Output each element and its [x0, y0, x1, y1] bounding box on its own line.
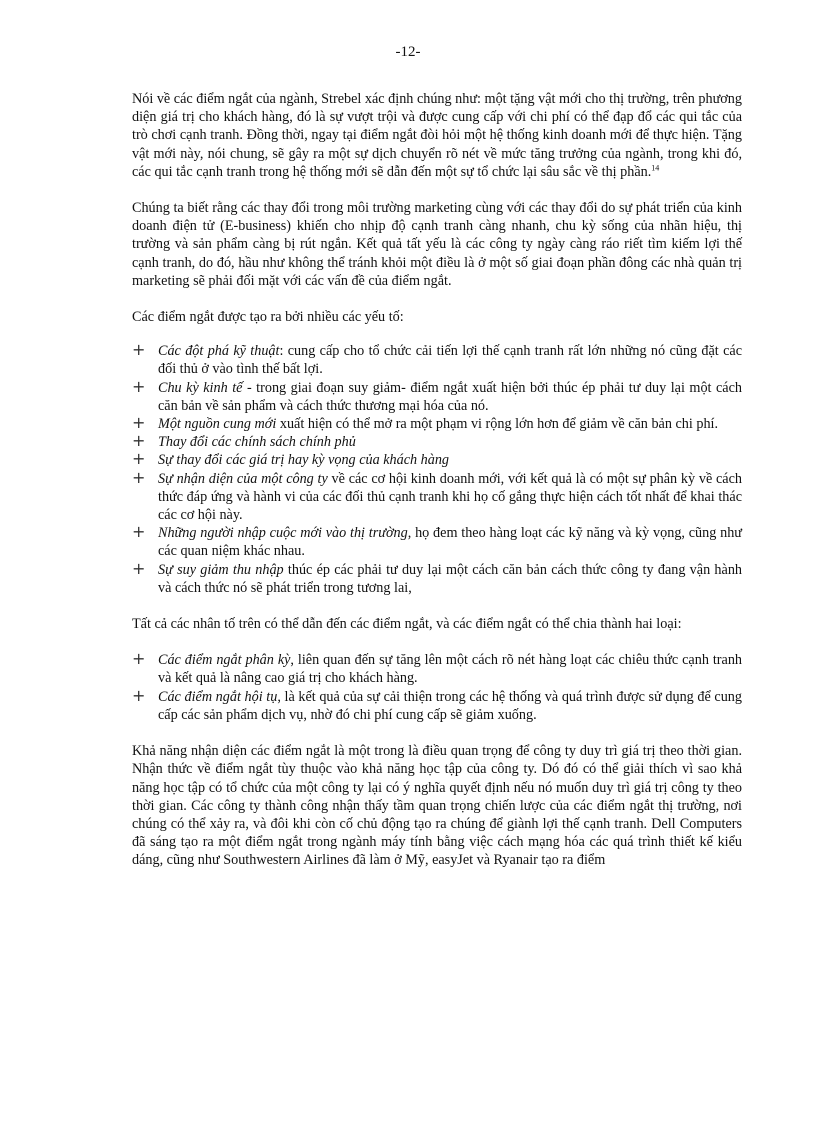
list-item-text: , họ đem theo hàng loạt các kỹ năng và kỳ vọng, cũng như các quan niệm khác nhau. — [158, 525, 742, 560]
list-item-term: Một nguồn cung mới — [158, 416, 277, 433]
list-item — [132, 524, 742, 560]
plus-bullet-icon: + — [132, 522, 146, 542]
paragraph-1 — [132, 90, 742, 181]
list-item-term: Sự suy giảm thu nhập — [158, 561, 284, 578]
list-item-term: Thay đổi các chính sách chính phủ — [158, 434, 356, 451]
plus-bullet-icon: + — [132, 685, 146, 705]
paragraph-1-text: Nói về các điểm ngắt của ngành, Strebel xác định chúng như: một tặng vật mới cho thị trường, trên phương diện giá trị cho khách hàng, đó là sự vượt trội và được cung cấp với chi phí có thể đạp đổ các qui tắc của trò chơi cạnh tranh. Đồng thời, ngay tại điểm ngắt đòi hỏi một hệ thống kinh doanh mới để thực hiện. Tặng vật mới này, nói chung, sẽ gây ra một sự dịch chuyển rõ nét về mức tăng trưởng của ngành, trong khi đó, các qui tắc cạnh tranh trong hệ thống mới sẽ dẫn đến một sự tổ chức lại sâu sắc về thị phần. — [132, 91, 742, 180]
plus-bullet-icon: + — [132, 340, 146, 360]
paragraph-5: Khả năng nhận diện các điểm ngắt là một trong là điều quan trọng để công ty duy trì giá trị theo thời gian. Nhận thức về điểm ngắt tùy thuộc vào khả năng học tập của công ty. Dó đó có thể giải thích vì sao khả năng học tập có tổ chức của một công ty lại có ý nghĩa quyết định nếu nó muốn duy trì giá trị công ty theo thời gian. Các công ty thành công nhận thấy tầm quan trọng chiến lược của các điểm ngắt thị trường, nơi chúng có thể xảy ra, và đôi khi còn cố chủ động tạo ra chúng để giành lợi thế cạnh tranh. Dell Computers đã sáng tạo ra một điểm ngắt trong ngành máy tính bằng việc cách mạng hóa các quá trình thiết kế kiểu dáng, cũng như Southwestern Airlines đã làm ở Mỹ, easyJet và Ryanair tạo ra điểm — [132, 743, 742, 869]
paragraph-4: Tất cả các nhân tố trên có thể dẫn đến các điểm ngắt, và các điểm ngắt có thể chia thành hai loại: — [132, 616, 682, 633]
list-item — [132, 342, 742, 378]
list-item — [132, 467, 742, 525]
page-number: -12- — [395, 44, 421, 60]
list-item — [132, 558, 743, 597]
list-item-text: - trong giai đoạn suy giảm- điểm ngắt xuất hiện bởi thúc ép phải tư duy lại một cách căn bản về sản phẩm và cách thức thương mại hóa của nó. — [158, 379, 742, 414]
paragraph-2: Chúng ta biết rằng các thay đổi trong môi trường marketing cùng với các thay đổi do sự phát triển của kinh doanh điện tử (E-business) khiến cho nhịp độ cạnh tranh càng nhanh, chu kỳ sống của nhãn hiệu, thị trường và sản phẩm càng bị rút ngắn. Kết quả tất yếu là các công ty ngày càng ráo riết tìm kiếm lợi thế cạnh tranh, do đó, hầu như không thể tránh khỏi một điều là ở một số giai đoạn phần đông các nhà quản trị marketing sẽ phải đối mặt với các vấn đề của điểm ngắt. — [132, 200, 742, 289]
list-item-term: Các điểm ngắt hội tụ — [158, 688, 278, 705]
plus-bullet-icon: + — [132, 467, 146, 487]
list-item — [132, 451, 742, 469]
factors-list — [132, 342, 742, 597]
list-item-text: xuất hiện có thể mở ra một phạm vi rộng lớn hơn để giảm về căn bản chi phí. — [276, 416, 719, 433]
plus-bullet-icon: + — [132, 649, 146, 669]
types-list — [132, 651, 742, 724]
list-item-text: về các cơ hội kinh doanh mới, với kết quả là có một sự phân kỳ về cách thức đáp ứng và hành vi của các đối thủ cạnh tranh khi họ cố gắng thực hiện cách tốt nhất để khai thác các cơ hội này. — [158, 470, 742, 524]
document-body — [132, 90, 742, 888]
list-item — [132, 376, 742, 415]
list-item — [132, 685, 742, 724]
list-item-term: Những người nhập cuộc mới vào thị trường — [158, 525, 408, 542]
paragraph-3: Các điểm ngắt được tạo ra bởi nhiều các yếu tố: — [132, 309, 404, 326]
plus-bullet-icon: + — [132, 558, 146, 578]
footnote-marker: 14 — [651, 163, 660, 173]
list-item-text: , liên quan đến sự tăng lên một cách rõ nét hàng loạt các chiêu thức cạnh tranh và kết quả là nâng cao giá trị cho khách hàng. — [158, 652, 743, 687]
list-item-text: thúc ép các phải tư duy lại một cách căn bản cách thức công ty đang vận hành và cách thức nó sẽ phát triển trong tương lai, — [158, 561, 743, 596]
list-item-term: Sự nhận diện của một công ty — [158, 470, 328, 487]
plus-bullet-icon: + — [132, 449, 146, 469]
list-item-text: , là kết quả của sự cải thiện trong các hệ thống và quá trình được sử dụng để cung cấp các sản phẩm dịch vụ, nhờ đó chi phí cung cấp sẽ giảm xuống. — [158, 688, 742, 723]
list-item — [132, 415, 742, 433]
plus-bullet-icon: + — [132, 376, 146, 396]
plus-bullet-icon: + — [132, 431, 146, 451]
plus-bullet-icon: + — [132, 413, 146, 433]
list-item — [132, 433, 742, 451]
list-item-term: Sự thay đổi các giá trị hay kỳ vọng của khách hàng — [158, 452, 450, 469]
list-item-term: Các đột phá kỹ thuật — [158, 343, 280, 360]
list-item-term: Chu kỳ kinh tế — [158, 379, 243, 396]
list-item-term: Các điểm ngắt phân kỳ — [158, 652, 291, 669]
list-item — [132, 651, 742, 687]
list-item-text: : cung cấp cho tổ chức cải tiến lợi thế cạnh tranh rất lớn những nó cũng đặt các đối thủ ở vào tình thế bất lợi. — [158, 343, 742, 378]
